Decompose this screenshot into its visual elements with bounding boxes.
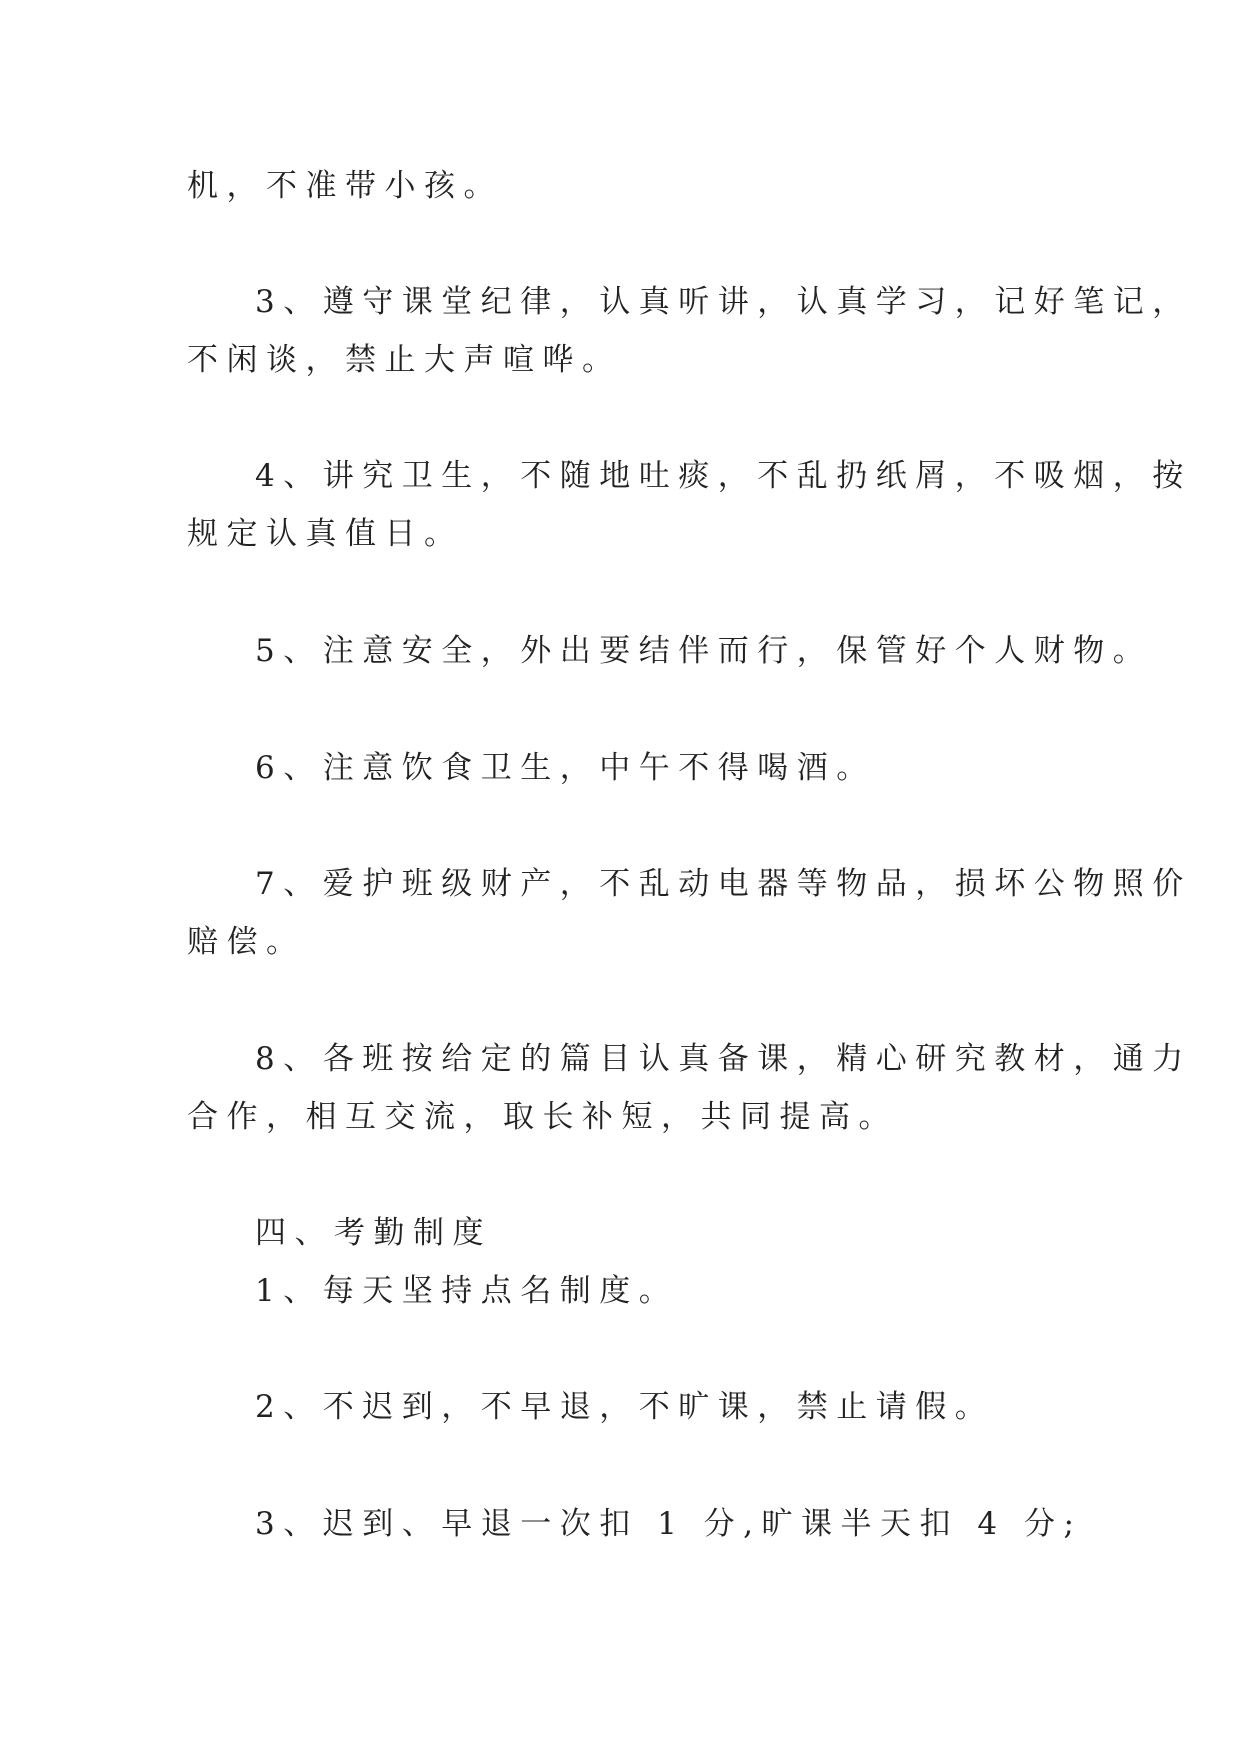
rule-8-line-2: 合作，相互交流，取长补短，共同提高。 bbox=[187, 1099, 898, 1135]
rule-4-line-1: 4、讲究卫生，不随地吐痰，不乱扔纸屑，不吸烟，按 bbox=[255, 458, 1192, 494]
rule-6: 6、注意饮食卫生，中午不得喝酒。 bbox=[255, 750, 876, 786]
rule-8-line-1: 8、各班按给定的篇目认真备课，精心研究教材，通力 bbox=[255, 1041, 1192, 1077]
attendance-item-3: 3、迟到、早退一次扣 1 分,旷课半天扣 4 分; bbox=[255, 1506, 1083, 1542]
section-heading: 四、考勤制度 bbox=[255, 1215, 492, 1251]
rule-7-line-2: 赔偿。 bbox=[187, 924, 306, 960]
rule-7-line-1: 7、爱护班级财产，不乱动电器等物品，损坏公物照价 bbox=[255, 866, 1192, 902]
rule-5: 5、注意安全，外出要结伴而行，保管好个人财物。 bbox=[255, 633, 1153, 669]
paragraph-continuation: 机，不准带小孩。 bbox=[187, 168, 503, 204]
rule-4-line-2: 规定认真值日。 bbox=[187, 516, 464, 552]
attendance-item-2: 2、不迟到，不早退，不旷课，禁止请假。 bbox=[255, 1389, 995, 1425]
rule-3-line-1: 3、遵守课堂纪律，认真听讲，认真学习，记好笔记， bbox=[255, 284, 1192, 320]
rule-3-line-2: 不闲谈，禁止大声喧哗。 bbox=[187, 342, 622, 378]
attendance-item-1: 1、每天坚持点名制度。 bbox=[255, 1273, 679, 1309]
